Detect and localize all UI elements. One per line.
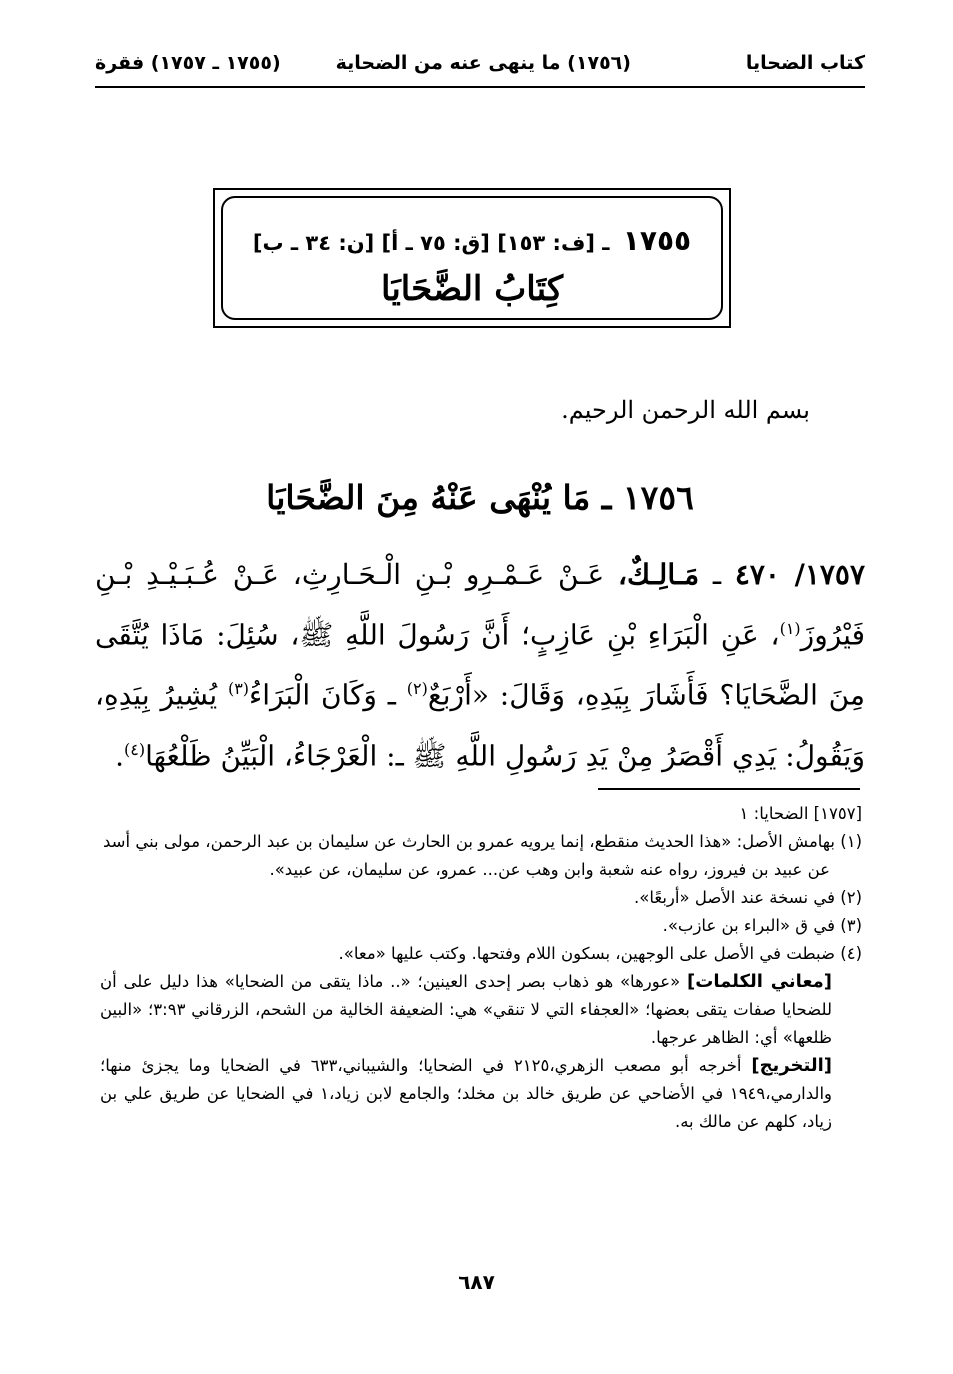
footnote-1: (١) بهامش الأصل: «هذا الحديث منقطع، إنما يرويه عمرو بن الحارث عن سليمان بن عبد الرحمن، مولى بني أسد عن عبيد بن فيروز، رواه عنه شعبة وابن وهب عن... عمرو، عن سليمان، عن عبيد».: [103, 832, 862, 879]
footnote-ref-1[interactable]: (١): [779, 619, 801, 638]
header-book-title: كتاب الضحايا: [745, 52, 865, 74]
footnote-ref-3[interactable]: (٣): [227, 679, 250, 699]
footnote-ref-line: [١٧٥٧] الضحايا: ١: [739, 804, 862, 823]
footnote-separator: [598, 788, 860, 790]
hadith-number: ١٧٥٧/ ٤٧٠: [734, 558, 865, 591]
hadith-part-1: عَـنْ عَـمْـرِو بْـنِ الْـحَـارِثِ، عَـنْ عُـبَـيْـدِ بْـنِ فَيْرُوزَ: [95, 558, 865, 652]
chapter-heading: ١٧٥٦ ـ مَا يُنْهَى عَنْهُ مِنَ الضَّحَايَا: [266, 478, 694, 517]
book-title-box-inner: [221, 196, 723, 320]
book-number: ١٧٥٥: [622, 224, 692, 257]
footnote-ref-4[interactable]: (٤): [124, 739, 146, 759]
footnote-ref-2[interactable]: (٢): [406, 679, 428, 699]
header-section-title: (١٧٥٦) ما ينهى عنه من الضحاية: [335, 52, 631, 74]
hadith-text: ١٧٥٧/ ٤٧٠ ـ مَـالِـكٌ، عَـنْ عَـمْـرِو بْـنِ الْـحَـارِثِ، عَـنْ عُـبَـيْـدِ بْـنِ فَيْرُوزَ$^{(١)}$، عَنِ الْبَرَاءِ بْنِ عَازِبٍ؛ أَنَّ رَسُولَ اللَّهِ ﷺ، سُئِلَ: مَاذَا يُتَّقَى مِنَ الضَّحَايَا؟ فَأَشَارَ بِيَدِهِ، وَقَالَ: «أَرْبَعٌ$^{(٢)}$ ـ وَكَانَ الْبَرَاءُ$^{(٣)}$ يُشِيرُ بِيَدِهِ، وَيَقُولُ: يَدِي أَقْصَرُ مِنْ يَدِ رَسُولِ اللَّهِ ﷺ ـ: الْعَرْجَاءُ، الْبَيِّنُ ظَلْعُهَا$^{(٤)}$.: [95, 558, 865, 772]
hadith-part-2: ، عَنِ الْبَرَاءِ بْنِ عَازِبٍ؛ أَنَّ رَسُولَ اللَّهِ ﷺ، سُئِلَ: مَاذَا يُتَّقَى مِنَ الضَّحَايَا؟ فَأَشَارَ بِيَدِهِ، وَقَالَ: «أَرْبَعٌ: [95, 618, 865, 712]
page-number: ٦٨٧: [458, 1270, 495, 1294]
footnotes-section: [100, 800, 862, 1136]
takhrij: [100, 1052, 862, 1136]
footnote-2: (٢) في نسخة عند الأصل «أربعًا».: [634, 888, 862, 907]
takhrij-text: أخرجه أبو مصعب الزهري،٢١٢٥ في الضحايا؛ والشيباني،٦٣٣ في الضحايا وما يجزئ منها؛ والدارمي،١٩٤٩ في الأضاحي عن طريق خالد بن مخلد؛ والجامع لابن زياد،١ في الضحايا عن طريق علي بن زياد، كلهم عن مالك به.: [100, 1056, 832, 1131]
book-title-reference: [223, 224, 721, 257]
word-meanings-text: «عورها» هو ذهاب بصر إحدى العينين؛ «.. ماذا يتقى من الضحايا» هذا دليل على أن للضحايا صفات يتقى بعضها؛ «العجفاء التي لا تنقي» هي: الضعيفة الخالية من الشحم، الزرقاني ٣:٩٣؛ «البين ظلعها» أي: الظاهر عرجها.: [100, 972, 832, 1047]
takhrij-label: [التخريج]: [751, 1055, 832, 1076]
hadith-narrator: مَـالِـكٌ،: [617, 558, 700, 591]
basmala: بسم الله الرحمن الرحيم.: [561, 396, 810, 424]
footnote-4: (٤) ضبطت في الأصل على الوجهين، بسكون اللام وفتحها. وكتب عليها «معا».: [338, 944, 862, 963]
manuscript-refs: ـ [ف: ١٥٣] [ق: ٧٥ ـ أ] [ن: ٣٤ ـ ب]: [252, 231, 610, 255]
hadith-part-4: يُشِيرُ بِيَدِهِ، وَيَقُولُ: يَدِي أَقْصَرُ مِنْ يَدِ رَسُولِ اللَّهِ ﷺ ـ: الْعَرْجَاءُ، الْبَيِّنُ ظَلْعُهَا: [95, 678, 865, 772]
running-header: [95, 40, 865, 88]
hadith-end: .: [115, 738, 124, 772]
book-title: كِتَابُ الضَّحَايَا: [380, 269, 564, 309]
word-meanings-label: [معاني الكلمات]: [687, 971, 832, 992]
header-paragraph-range: (١٧٥٥ ـ ١٧٥٧) فقرة: [95, 52, 281, 74]
footnote-3: (٣) في ق «البراء بن عازب».: [662, 916, 862, 935]
hadith-part-3: ـ وَكَانَ الْبَرَاءُ: [249, 678, 396, 712]
book-title-box: [213, 188, 731, 328]
word-meanings: [100, 968, 862, 1052]
